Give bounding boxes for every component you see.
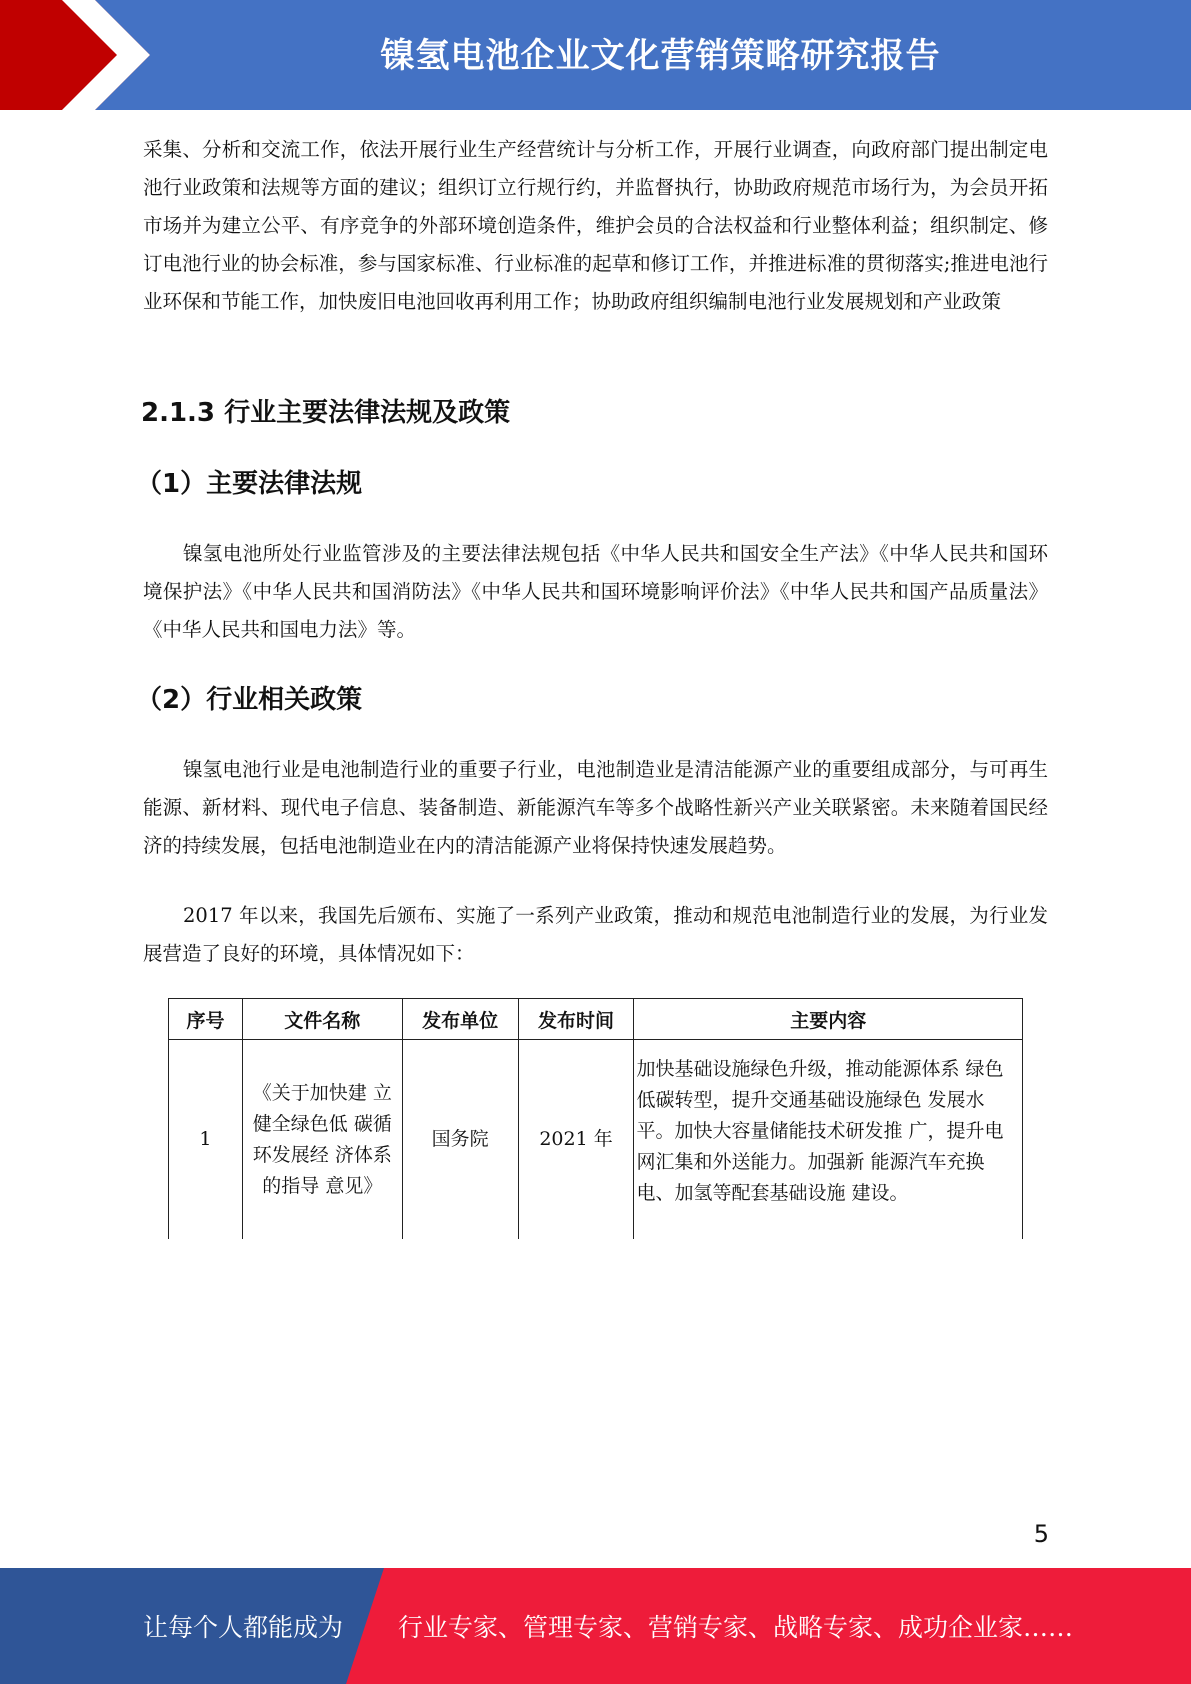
cell-content: 加快基础设施绿色升级，推动能源体系 绿色低碳转型，提升交通基础设施绿色 发展水平。加快大容量储能技术研发推 广，提升电网汇集和外送能力。加强新 能源汽车充换电、加氢等配套基础设施 建设。 [634, 1040, 1023, 1240]
intro-paragraph: 采集、分析和交流工作，依法开展行业生产经营统计与分析工作，开展行业调查，向政府部门提出制定电池行业政策和法规等方面的建议；组织订立行规行约，并监督执行，协助政府规范市场行为，为会员开拓市场并为建立公平、有序竞争的外部环境创造条件，维护会员的合法权益和行业整体利益；组织制定、修订电池行业的协会标准，参与国家标准、行业标准的起草和修订工作，并推进标准的贯彻落实;推进电池行业环保和节能工作，加快废旧电池回收再利用工作；协助政府组织编制电池行业发展规划和产业政策 [143, 138, 1048, 313]
cell-issuer: 国务院 [402, 1040, 518, 1240]
laws-paragraph: 镍氢电池所处行业监管涉及的主要法律法规包括《中华人民共和国安全生产法》《中华人民共和国环境保护法》《中华人民共和国消防法》《中华人民共和国环境影响评价法》《中华人民共和国产品质量法》《中华人民共和国电力法》等。 [143, 542, 1048, 641]
cell-date: 2021 年 [518, 1040, 634, 1240]
page-number: 5 [1033, 1520, 1049, 1548]
column-header-date: 发布时间 [518, 999, 634, 1040]
cell-name: 《关于加快建 立健全绿色低 碳循环发展经 济体系的指导 意见》 [242, 1040, 402, 1240]
footer-slogan-right: 行业专家、管理专家、营销专家、战略专家、成功企业家…… [398, 1613, 1074, 1642]
intro-section [143, 131, 1048, 321]
cell-no: 1 [169, 1040, 243, 1240]
table-row [169, 1040, 1023, 1240]
column-header-issuer: 发布单位 [402, 999, 518, 1040]
policy-table [168, 998, 1023, 1239]
page-header [0, 0, 1191, 110]
policies-paragraph-2: 2017 年以来，我国先后颁布、实施了一系列产业政策，推动和规范电池制造行业的发展，为行业发展营造了良好的环境，具体情况如下： [143, 904, 1048, 965]
section-heading: 2.1.3 行业主要法律法规及政策 [141, 398, 511, 428]
table-header-row [169, 999, 1023, 1040]
footer-slogan-left: 让每个人都能成为 [143, 1613, 344, 1642]
policies-paragraph-1: 镍氢电池行业是电池制造行业的重要子行业，电池制造业是清洁能源产业的重要组成部分，与可再生能源、新材料、现代电子信息、装备制造、新能源汽车等多个战略性新兴产业关联紧密。未来随着国民经济的持续发展，包括电池制造业在内的清洁能源产业将保持快速发展趋势。 [143, 758, 1048, 857]
document-title: 镍氢电池企业文化营销策略研究报告 [380, 36, 941, 76]
subsection-heading-policies: （2）行业相关政策 [136, 685, 363, 715]
page-footer [0, 1568, 1191, 1684]
column-header-name: 文件名称 [242, 999, 402, 1040]
column-header-content: 主要内容 [634, 999, 1023, 1040]
subsection-heading-laws: （1）主要法律法规 [136, 469, 363, 499]
column-header-no: 序号 [169, 999, 243, 1040]
